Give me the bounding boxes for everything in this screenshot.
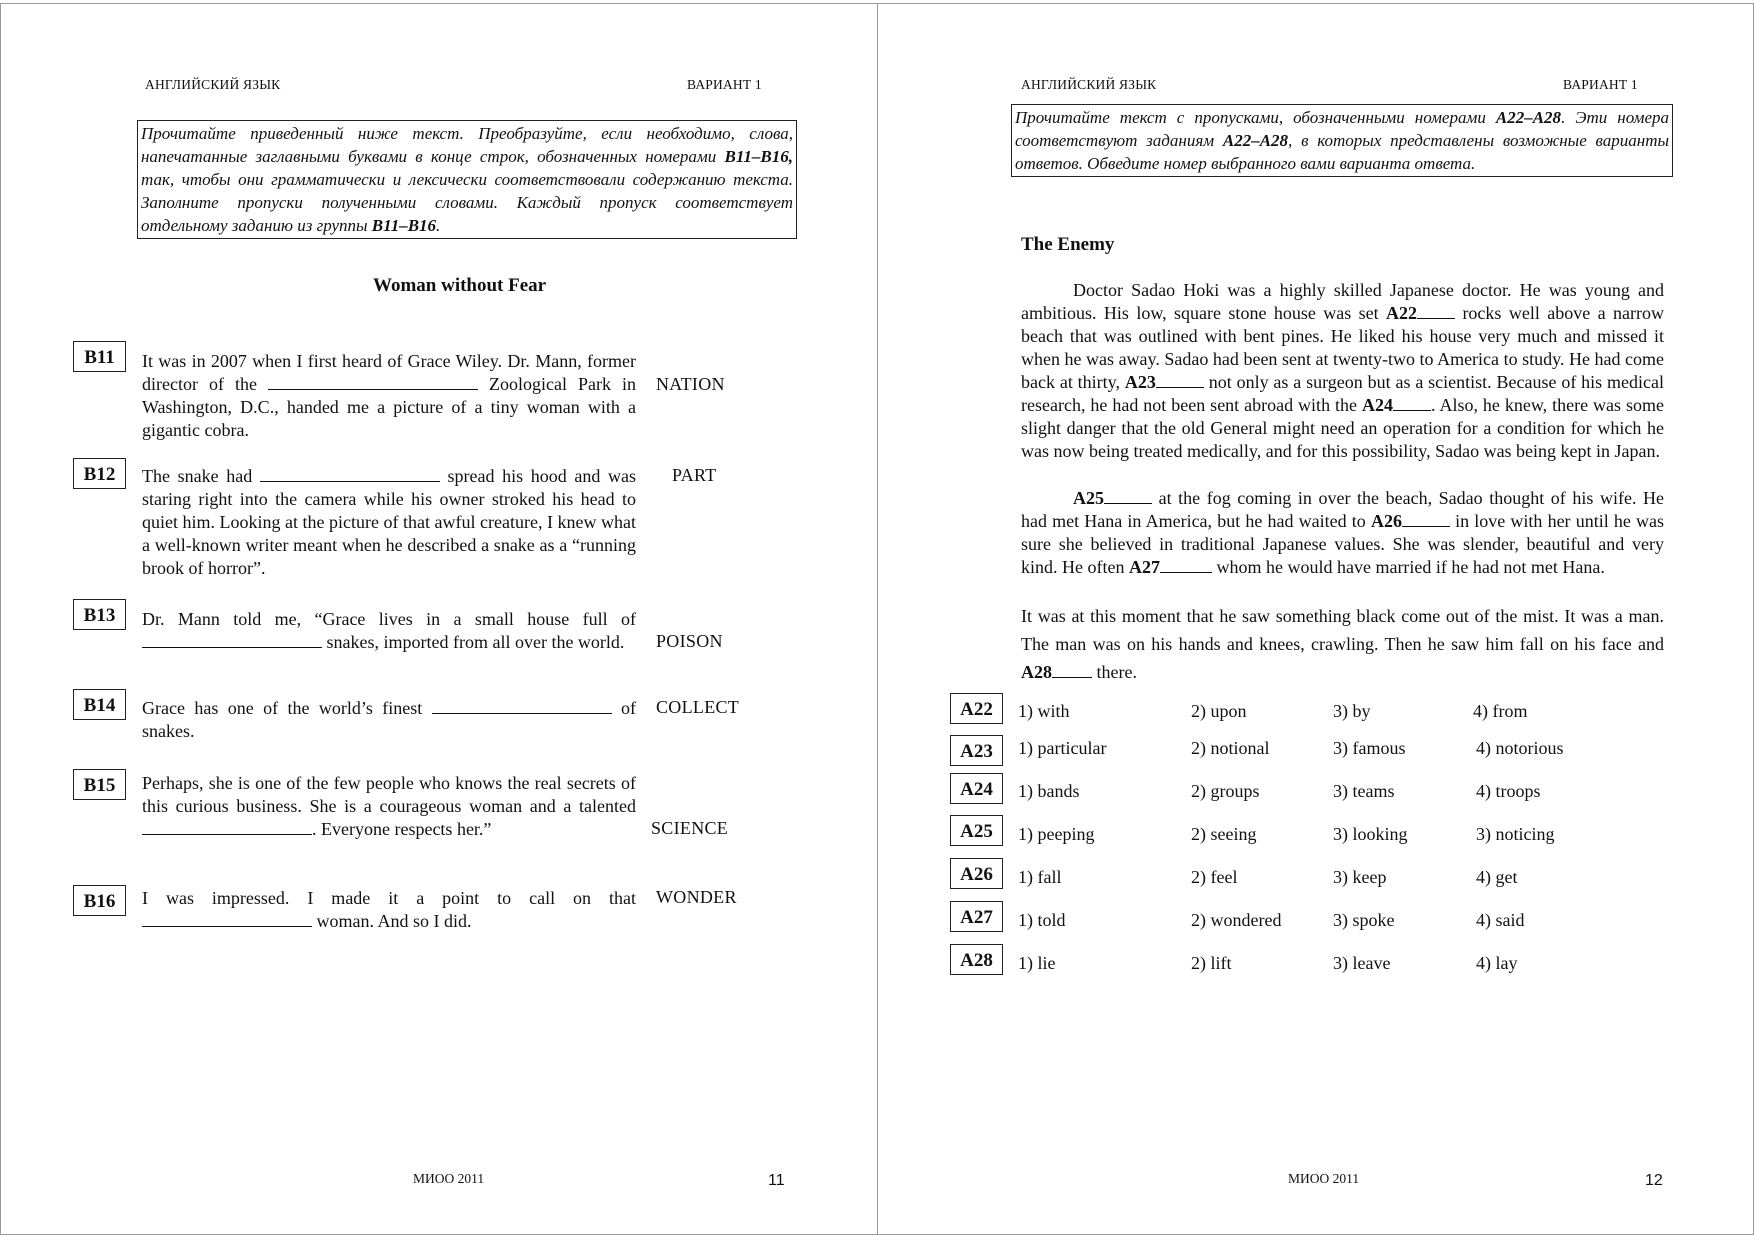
question-label-a28: A28 [950,944,1003,975]
paragraph-3 [1021,602,1664,686]
option-3[interactable]: 3) teams [1333,781,1395,801]
instruction-text: Прочитайте приведенный ниже текст. Преобразуйте, если необходимо, слова, напечатанные заглавными буквами в конце строк, обозначенных номерами [141,124,793,166]
instruction-text: так, чтобы они грамматически и лексически соответствовали содержанию текста. Заполните пропуски полученными словами. Каждый пропуск соответствует отдельному заданию из группы [141,170,793,235]
word-wonder: WONDER [656,887,737,907]
paragraph-1 [1021,279,1664,463]
instruction-range: B11–B16 [371,216,437,235]
task-text: Dr. Mann told me, “Grace lives in a small house full of [142,609,636,629]
question-label-a26: A26 [950,858,1003,889]
option-4[interactable]: 4) from [1473,701,1528,721]
task-text: . Everyone respects her.” [312,819,492,839]
option-1[interactable]: 1) peeping [1018,824,1095,844]
task-text: It was in 2007 when I first heard of Grace Wiley. Dr. Mann, former director of the [142,351,636,394]
task-label-b16: B16 [73,885,126,916]
option-1[interactable]: 1) fall [1018,867,1062,887]
task-label-b12: B12 [73,458,126,489]
header-variant: ВАРИАНТ 1 [687,77,762,92]
word-nation: NATION [656,374,725,394]
answer-blank[interactable] [1417,302,1455,319]
task-label-b13: B13 [73,599,126,630]
right-page [877,3,1754,1235]
footer-publisher: МИОО 2011 [1288,1171,1360,1186]
instruction-range: A22–A28 [1222,131,1289,150]
instruction-range: B11–B16, [724,147,793,166]
option-2[interactable]: 2) notional [1191,738,1270,758]
instruction-text: , в которых представлены возможные варианты ответов. Обведите номер выбранного вами варианта ответа. [1015,131,1669,173]
task-label-b14: B14 [73,689,126,720]
option-1[interactable]: 1) particular [1018,738,1107,758]
left-page [0,3,878,1235]
question-label-a27: A27 [950,901,1003,932]
question-label-a23: A23 [950,735,1003,766]
gap-a24: A24 [1361,395,1393,415]
paragraph-text: not only as a surgeon but as a scientist. Because of his medical research, he had not been sent abroad with the [1021,372,1665,415]
text-title: The Enemy [1021,234,1115,255]
option-2[interactable]: 2) lift [1191,953,1232,973]
answer-blank[interactable] [432,697,612,714]
option-4[interactable]: 4) said [1476,910,1525,930]
answer-blank[interactable] [142,910,312,927]
task-text: spread his hood and was staring right into the camera while his owner stroked his head to quiet him. Looking at the picture of that awful creature, I knew what a well-known writer meant when he described a snake as a “running brook of horror”. [142,466,637,578]
question-label-a25: A25 [950,815,1003,846]
option-3[interactable]: 3) by [1333,701,1371,721]
answer-blank[interactable] [260,465,440,482]
option-4[interactable]: 4) lay [1476,953,1518,973]
option-4[interactable]: 4) notorious [1476,738,1564,758]
task-text-b14 [142,697,636,743]
question-label-a22: A22 [950,693,1003,724]
gap-a27: A27 [1128,557,1160,577]
option-3[interactable]: 3) keep [1333,867,1387,887]
option-3[interactable]: 3) spoke [1333,910,1395,930]
option-3[interactable]: 3) looking [1333,824,1408,844]
paragraph-text: at the fog coming in over the beach, Sadao thought of his wife. He had met Hana in America, but he had waited to [1021,488,1665,531]
answer-blank[interactable] [1402,510,1450,527]
instruction-box [137,120,797,239]
header-subject: АНГЛИЙСКИЙ ЯЗЫК [1021,77,1157,92]
option-4[interactable]: 3) noticing [1476,824,1555,844]
task-text: of snakes. [142,698,637,741]
word-science: SCIENCE [651,818,729,838]
instruction-text: Прочитайте текст с пропусками, обозначенными номерами [1015,108,1486,127]
option-2[interactable]: 2) groups [1191,781,1260,801]
task-text: Zoological Park in Washington, D.C., handed me a picture of a tiny woman with a gigantic cobra. [142,374,637,440]
option-4[interactable]: 4) get [1476,867,1518,887]
option-1[interactable]: 1) lie [1018,953,1056,973]
answer-blank[interactable] [1156,371,1204,388]
task-text: Perhaps, she is one of the few people who knows the real secrets of this curious business. She is a courageous woman and a talented [142,773,636,816]
word-part: PART [672,465,717,485]
option-1[interactable]: 1) told [1018,910,1066,930]
option-1[interactable]: 1) bands [1018,781,1080,801]
instruction-text: . [436,216,441,235]
task-text-b16 [142,887,636,933]
task-text: woman. And so I did. [316,911,472,931]
paragraph-text: there. [1096,662,1137,682]
paragraph-text: rocks well above a narrow beach that was outlined with bent pines. He liked his house very much and missed it when he was away. Sadao had been sent at twenty-two to America to study. He had come back at thirty, [1021,303,1664,392]
text-title: Woman without Fear [373,275,547,296]
footer-publisher: МИОО 2011 [413,1171,485,1186]
page-number: 12 [1645,1172,1663,1189]
gap-a26: A26 [1370,511,1402,531]
paragraph-text: It was at this moment that he saw something black come out of the mist. It was a man. The man was on his hands and knees, crawling. Then he saw him fall on his face and [1021,606,1664,654]
header-variant: ВАРИАНТ 1 [1563,77,1638,92]
task-text: snakes, imported from all over the world. [326,632,625,652]
option-1[interactable]: 1) with [1018,701,1070,721]
instruction-box [1011,104,1673,177]
gap-a22: A22 [1386,303,1418,323]
option-2[interactable]: 2) feel [1191,867,1238,887]
option-2[interactable]: 2) seeing [1191,824,1257,844]
gap-a25: A25 [1073,488,1104,508]
answer-blank[interactable] [142,818,312,835]
answer-blank[interactable] [1160,556,1212,573]
word-collect: COLLECT [656,697,740,717]
paragraph-2 [1021,487,1664,579]
task-text-b15 [142,772,636,841]
task-label-b11: B11 [73,341,126,372]
page-number: 11 [768,1172,785,1189]
answer-blank[interactable] [1104,487,1152,504]
answer-blank[interactable] [142,631,322,648]
gap-a23: A23 [1124,372,1156,392]
option-2[interactable]: 2) upon [1191,701,1247,721]
task-text: Grace has one of the world’s finest [142,698,423,718]
question-label-a24: A24 [950,773,1003,804]
paragraph-text: Doctor Sadao Hoki was a highly skilled Japanese doctor. He was young and ambitious. His low, square stone house was set [1021,280,1664,323]
paragraph-text: . Also, he knew, there was some slight danger that the old General might need an operation for a condition for which he was now being treated medically, and for this possibility, Sadao was being kept in Japan. [1021,395,1664,461]
paragraph-text: in love with her until he was sure she believed in traditional Japanese values. She was slender, beautiful and very kind. He often [1021,511,1665,577]
instruction-text: . Эти номера соответствуют заданиям [1015,108,1669,150]
task-text-b13 [142,608,636,654]
option-3[interactable]: 3) famous [1333,738,1406,758]
option-2[interactable]: 2) wondered [1191,910,1282,930]
task-label-b15: B15 [73,769,126,800]
header-subject: АНГЛИЙСКИЙ ЯЗЫК [145,77,281,92]
task-text: I was impressed. I made it a point to call on that [142,888,636,908]
answer-blank[interactable] [1052,661,1092,678]
task-text: The snake had [142,466,253,486]
option-4[interactable]: 4) troops [1476,781,1541,801]
answer-blank[interactable] [1393,394,1431,411]
paragraph-text: whom he would have married if he had not met Hana. [1216,557,1605,577]
gap-a28: A28 [1021,662,1052,682]
word-poison: POISON [656,631,723,651]
option-3[interactable]: 3) leave [1333,953,1391,973]
task-text-b11 [142,350,636,442]
task-text-b12 [142,465,636,580]
answer-blank[interactable] [268,373,478,390]
instruction-range: A22–A28 [1495,108,1562,127]
